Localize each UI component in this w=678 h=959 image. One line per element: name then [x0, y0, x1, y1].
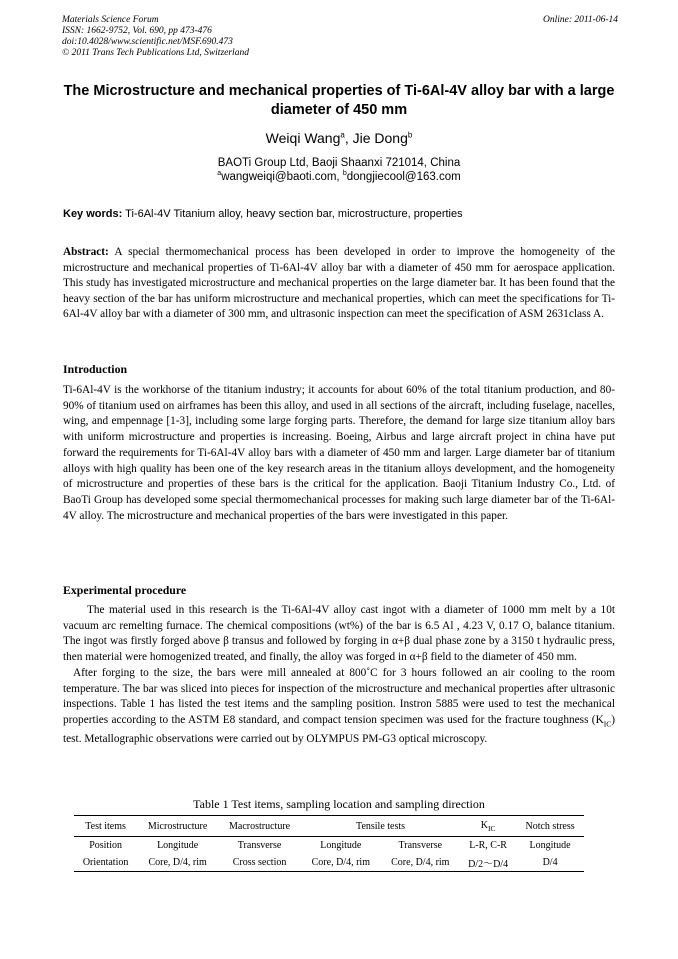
table-header-cell: Microstructure	[137, 816, 218, 837]
table-cell: Core, D/4, rim	[137, 854, 218, 872]
table-row	[74, 837, 584, 855]
email: dongjiecool@163.com	[346, 171, 461, 183]
table-header-cell: Tensile tests	[301, 816, 460, 837]
paragraph: The material used in this research is the Ti-6Al-4V alloy cast ingot with a diameter of 1000 mm melt by a 10t vacuum arc remelting furnace. The chemical compositions (wt%) of the bar is 6.5 Al , 4.23 V, 0.17 O, balance titanium. The ingot was firstly forged above β transus and followed by forging in α+β dual phase zone by a 3150 t hydraulic press, then material were homogenized treated, and finally, the alloy was forged in α+β field to the diameter of 450 mm.	[63, 604, 615, 664]
author-name: Jie Dong	[352, 130, 408, 146]
affiliation-block	[40, 156, 638, 184]
section-heading-introduction: Introduction	[63, 362, 128, 376]
keywords-label: Key words:	[63, 208, 123, 220]
author-emails	[40, 170, 638, 184]
paragraph	[63, 666, 615, 748]
table-cell: D/4	[516, 854, 584, 872]
paragraph-text: ) test. Metallographic observations were carried out by OLYMPUS PM-G3 optical microscopy.	[63, 713, 615, 745]
table-header-cell: Macrostructure	[218, 816, 301, 837]
keywords	[63, 208, 615, 220]
table-cell: Core, D/4, rim	[381, 854, 460, 872]
email-superscript: b	[342, 170, 347, 178]
subscript: IC	[603, 719, 612, 729]
author-separator: ,	[344, 130, 353, 146]
table-cell: Longitude	[529, 840, 571, 851]
journal-header	[62, 15, 618, 59]
table-caption: Table 1 Test items, sampling location and sampling direction	[193, 797, 485, 811]
paper-title: The Microstructure and mechanical properties of Ti-6Al-4V alloy bar with a large diameter of 450 mm	[63, 83, 615, 118]
author-superscript: b	[407, 130, 413, 140]
table-row	[74, 854, 584, 872]
table-1	[74, 815, 584, 872]
table-cell: D/2～D/4	[460, 854, 516, 872]
affiliation: BAOTi Group Ltd, Baoji Shaanxi 721014, China	[217, 157, 461, 169]
keywords-text: Ti-6Al-4V Titanium alloy, heavy section bar, microstructure, properties	[122, 208, 463, 220]
table-cell: Orientation	[74, 854, 137, 872]
abstract-text: A special thermomechanical process has been developed in order to improve the homogeneity of the microstructure and mechanical properties of Ti-6Al-4V alloy bar with a diameter of 450 mm for aerospace application. This study has investigated microstructure and mechanical properties on the large diameter bar. It has been found that the heavy section of the bar has uniform microstructure and mechanical properties, which can meet the specifications for Ti-6Al-4V alloy bar with a diameter of 300 mm, and ultrasonic inspection can meet the specification of ASM 2631class A.	[63, 246, 615, 321]
table-header-cell	[460, 816, 516, 837]
table-cell: Longitude	[320, 840, 362, 851]
table-cell: Longitude	[157, 840, 199, 851]
table-cell: L-R, C-R	[469, 840, 507, 851]
abstract-label: Abstract:	[63, 246, 109, 258]
journal-issn: ISSN: 1662-9752, Vol. 690, pp 473-476	[62, 26, 212, 36]
email-superscript: a	[217, 170, 222, 178]
paragraph: Ti-6Al-4V is the workhorse of the titanium industry; it accounts for about 60% of the total titanium production, and 80-90% of titanium used on airframes has been this alloy, and used in all sections of the aircraft, including fuselage, nacelles, wing, and empennage [1-3], including some large forging parts. Therefore, the demand for large size titanium alloy bars with uniform microstructure and properties is increasing. Boeing, Airbus and large aircraft project in china have put forward the requirements for Ti-6Al-4V alloy bars with a diameter of 450 mm and larger. Large diameter bar of titanium alloys with high quality has been one of the key research areas in the titanium alloys development, and the homogeneity of microstructure and properties of these bars is the critical for the application. Baoji Titanium Industry Co., Ltd. of BaoTi Group has developed some special thermomechanical processes for making such large diameter bar of the Ti-6Al-4V alloy. The microstructure and mechanical properties of the bars were investigated in this paper.	[63, 384, 615, 522]
abstract	[63, 245, 615, 323]
section-heading-experimental: Experimental procedure	[63, 583, 187, 597]
journal-doi: doi:10.4028/www.scientific.net/MSF.690.473	[62, 37, 233, 47]
email: wangweiqi@baoti.com,	[221, 171, 343, 183]
header-text: K	[480, 819, 488, 831]
table-cell: Core, D/4, rim	[301, 854, 380, 872]
author-name: Weiqi Wang	[265, 130, 341, 146]
table-cell: Transverse	[237, 840, 282, 851]
experimental-text	[63, 603, 615, 748]
introduction-text	[63, 383, 615, 524]
online-date: Online: 2011-06-14	[542, 15, 618, 25]
table-header-cell: Test items	[74, 816, 137, 837]
journal-copyright: © 2011 Trans Tech Publications Ltd, Switzerland	[62, 48, 249, 58]
paragraph-text: After forging to the size, the bars were mill annealed at 800˚C for 3 hours followed an air cooling to the room temperature. The bar was sliced into pieces for inspection of the microstructure and mechanical properties after ultrasonic inspections. Table 1 has listed the test items and the sampling position. Instron 5885 were used to test the mechanical properties according to the ASTM E8 standard, and compact tension specimen was used for the fracture toughness (K	[63, 666, 615, 726]
journal-name: Materials Science Forum	[62, 15, 159, 25]
table-cell: Cross section	[218, 854, 301, 872]
table-header-row	[74, 816, 584, 837]
header-subscript: IC	[487, 823, 496, 833]
table-cell: Position	[89, 840, 122, 851]
author-superscript: a	[340, 130, 345, 140]
table-header-cell: Notch stress	[516, 816, 584, 837]
table-cell: Transverse	[398, 840, 443, 851]
paper-authors	[40, 130, 638, 146]
